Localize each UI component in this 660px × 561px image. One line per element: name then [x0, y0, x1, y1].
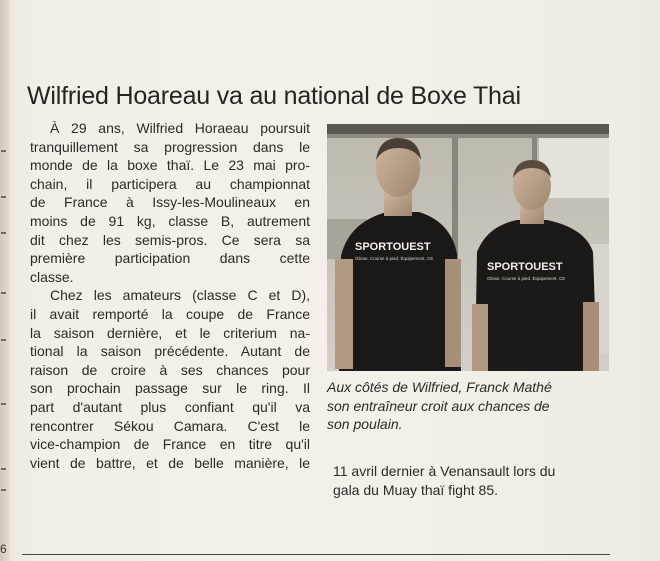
article-continued: [333, 462, 623, 499]
article-headline: Wilfried Hoareau va au national de Boxe Thai: [27, 82, 521, 110]
article-line: 11 avril dernier à Venansault lors du: [333, 463, 556, 479]
bottom-rule: [22, 554, 610, 555]
caption-line: Aux côtés de Wilfried, Franck Mathé: [327, 379, 552, 395]
article-line: chain, il participera au championnat: [30, 175, 310, 192]
article-line: première participation dans cette: [30, 250, 310, 267]
article-line: de France à Issy-les-Moulineaux en: [30, 194, 310, 211]
article-line: vice-champion de France en titre qu'il: [30, 436, 310, 453]
edge-mark: [1, 232, 6, 234]
shirt-logo-right: SPORTOUEST: [487, 261, 563, 273]
article-line: part d'autant plus confiant qu'il va: [30, 398, 310, 415]
article-line: son prochain passage sur le ring. Il: [30, 380, 310, 397]
article-line: À 29 ans, Wilfried Horaeau poursuit: [50, 120, 310, 136]
article-photo: [327, 124, 609, 371]
edge-mark: [1, 196, 6, 198]
article-line: tranquillement sa progression dans le: [30, 138, 310, 155]
edge-mark: [1, 468, 6, 470]
edge-mark: [1, 150, 6, 152]
caption-line: son entraîneur croit aux chances de: [327, 397, 550, 414]
caption-line: son poulain.: [327, 416, 403, 433]
photo-caption: [327, 378, 622, 434]
article-line: monde de la boxe thaï. Le 23 mai pro-: [30, 157, 310, 174]
shirt-tagline-right: Glisse, Course à pied, Équipement, CE: [487, 276, 566, 281]
edge-mark: [1, 489, 6, 491]
edge-mark: [1, 292, 6, 294]
shirt-logo-left: SPORTOUEST: [355, 241, 431, 253]
edge-mark: [1, 339, 6, 341]
article-line: il avait remporté la coupe de France: [30, 305, 310, 322]
article-line: raison de croire à ses chances pour: [30, 361, 310, 378]
page-left-edge: [0, 0, 10, 561]
article-line: Chez les amateurs (classe C et D),: [50, 287, 310, 304]
article-line: vient de battre, et de belle manière, le: [30, 454, 310, 471]
edge-mark: [1, 403, 6, 405]
article-line: tional la saison précédente. Autant de: [30, 343, 310, 360]
article-line: classe.: [30, 268, 74, 285]
article-body: [30, 119, 310, 472]
shirt-tagline-left: Glisse, Course à pied, Équipement, CE: [355, 256, 434, 261]
page-number: 6: [0, 542, 7, 556]
article-line: moins de 91 kg, classe B, autrement: [30, 212, 310, 229]
article-line: gala du Muay thaï fight 85.: [333, 481, 498, 498]
article-line: dit chez les semis-pros. Ce sera sa: [30, 231, 310, 248]
article-line: rencontrer Sékou Camara. C'est le: [30, 417, 310, 434]
article-line: la saison dernière, et le criterium na-: [30, 324, 310, 341]
